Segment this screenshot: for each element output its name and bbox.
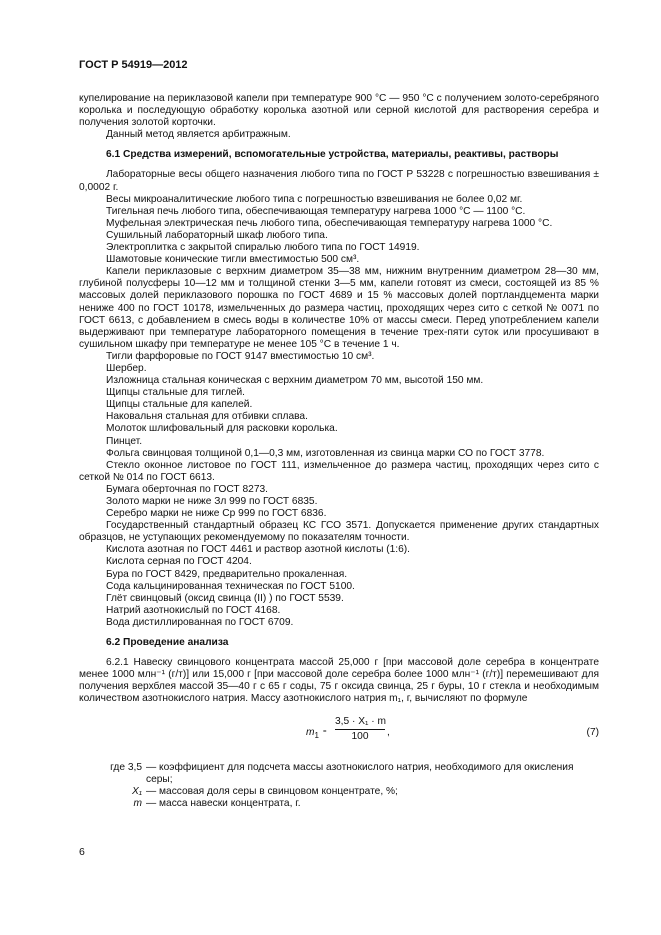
list-item: Тигли фарфоровые по ГОСТ 9147 вместимостью 10 см³. (106, 350, 375, 362)
list-item: Капели периклазовые с верхним диаметром 35—38 мм, нижним внутренним диаметром 28—30 мм, глубиной полусферы 10—12 мм и толщиной стенки 3—5 мм, капели готовят из смеси, состоящей из 85 % массовых долей периклазового порошка по ГОСТ 4689 и 15 % массовых долей портландцемента марки нениже 400 по ГОСТ 10178, измельченных до размера частиц, проходящих через сито с сеткой № 0071 по ГОСТ 6613, с добавлением в смесь воды в количестве 10% от массы смеси. Перед употреблением капели выдерживают при температуре лабораторного помещения в течение трех-пяти суток или просушивают в сушильном шкафу при температуре не менее 105 °С в течение 1 ч. (79, 266, 599, 350)
list-item: Молоток шлифовальный для расковки королька. (106, 423, 338, 435)
section-6-2-1-paragraph: 6.2.1 Навеску свинцового концентрата массой 25,000 г [при массовой доле серебра в концентрате менее 1000 млн⁻¹ (г/т)] или 15,000 г [при массовой доле серебра более 1000 млн⁻¹ (г/т)] перемешивают для получения верхблея массой 35—40 г с 65 г соды, 75 г оксида свинца, 25 г буры, 10 г стекла и необходимым количеством азотнокислого натрия. Массу азотнокислого натрия m₁, г, вычисляют по формуле (79, 657, 599, 705)
list-item: Бура по ГОСТ 8429, предварительно прокаленная. (106, 568, 348, 580)
list-item: Кислота азотная по ГОСТ 4461 и раствор азотной кислоты (1:6). (106, 544, 411, 556)
intro-note: Данный метод является арбитражным. (106, 129, 291, 141)
list-item: Электроплитка с закрытой спиралью любого типа по ГОСТ 14919. (106, 242, 420, 254)
definition-row (79, 762, 599, 786)
formula-7 (79, 714, 599, 754)
formula-numerator: 3,5 · X₁ · m (335, 716, 385, 730)
list-item: Пинцет. (106, 435, 143, 447)
formula-denominator: 100 (351, 730, 369, 742)
list-item: Золото марки не ниже Зл 999 по ГОСТ 6835. (106, 496, 318, 507)
list-item: Изложница стальная коническая с верхним диаметром 70 мм, высотой 150 мм. (106, 375, 484, 387)
list-item: Щипцы стальные для тиглей. (106, 387, 245, 399)
definition-symbol: где 3,5 (110, 761, 142, 773)
definition-text: — массовая доля серы в свинцовом концентрате, %; (146, 785, 398, 797)
formula-fraction (335, 716, 385, 743)
definition-row (79, 786, 599, 798)
definition-symbol: m (133, 797, 142, 809)
list-item: Сода кальцинированная техническая по ГОСТ 5100. (106, 580, 355, 592)
list-item: Вода дистиллированная по ГОСТ 6709. (106, 616, 294, 628)
list-item: Сушильный лабораторный шкаф любого типа. (106, 229, 328, 241)
list-item: Стекло оконное листовое по ГОСТ 111, измельченное до размера частиц, проходящих через сито с сеткой № 014 по ГОСТ 6613. (79, 459, 599, 483)
section-6-2-title: 6.2 Проведение анализа (106, 637, 229, 649)
list-item: Тигельная печь любого типа, обеспечивающая температуру нагрева 1000 °С — 1100 °С. (106, 205, 526, 217)
list-item: Шамотовые конические тигли вместимостью 500 см³. (106, 254, 360, 266)
list-item: Лабораторные весы общего назначения любого типа по ГОСТ Р 53228 с погрешностью взвешивания ± 0,0002 г. (79, 169, 599, 193)
intro-paragraph: купелирование на периклазовой капели при температуре 900 °С — 950 °С с получением золото-серебряного королька и последующую обработку королька азотной или серной кислотой для растворения серебра и получения золотой корточки. (79, 93, 599, 129)
list-item: Кислота серная по ГОСТ 4204. (106, 556, 252, 568)
definition-text: — масса навески концентрата, г. (146, 797, 301, 809)
list-item: Щипцы стальные для капелей. (106, 399, 253, 411)
formula-definitions (79, 762, 599, 810)
definition-row (79, 798, 599, 810)
formula-equals: = (323, 728, 327, 735)
document-body (79, 93, 599, 810)
formula-lhs: $m_1$ (306, 726, 319, 740)
formula-comma: , (387, 726, 390, 738)
list-item: Шербер. (106, 362, 147, 374)
list-item: Государственный стандартный образец КС ГСО 3571. Допускается применение других стандартных образцов, не уступающих рекомендуемому по показателям точности. (79, 520, 599, 544)
list-item: Муфельная электрическая печь любого типа, обеспечивающая температуру нагрева 1000 °С. (106, 217, 553, 229)
list-item: Наковальня стальная для отбивки сплава. (106, 411, 308, 423)
list-item: Глёт свинцовый (оксид свинца (II) ) по ГОСТ 5539. (106, 592, 344, 604)
standard-header: ГОСТ Р 54919—2012 (79, 59, 188, 71)
equipment-list (79, 169, 599, 629)
formula-number: (7) (586, 726, 599, 738)
definition-text: — коэффициент для подсчета массы азотнокислого натрия, необходимого для окисления серы; (146, 761, 574, 785)
list-item: Серебро марки не ниже Ср 999 по ГОСТ 6836. (106, 508, 327, 520)
list-item: Весы микроаналитические любого типа с погрешностью взвешивания не более 0,02 мг. (106, 193, 523, 205)
page-number: 6 (79, 846, 85, 858)
list-item: Бумага оберточная по ГОСТ 8273. (106, 483, 268, 495)
section-6-1-title: 6.1 Средства измерений, вспомогательные устройства, материалы, реактивы, растворы (106, 149, 559, 161)
definition-symbol: X₁ (131, 785, 142, 797)
list-item: Натрий азотнокислый по ГОСТ 4168. (106, 604, 281, 616)
list-item: Фольга свинцовая толщиной 0,1—0,3 мм, изготовленная из свинца марки СО по ГОСТ 3778. (106, 447, 545, 459)
